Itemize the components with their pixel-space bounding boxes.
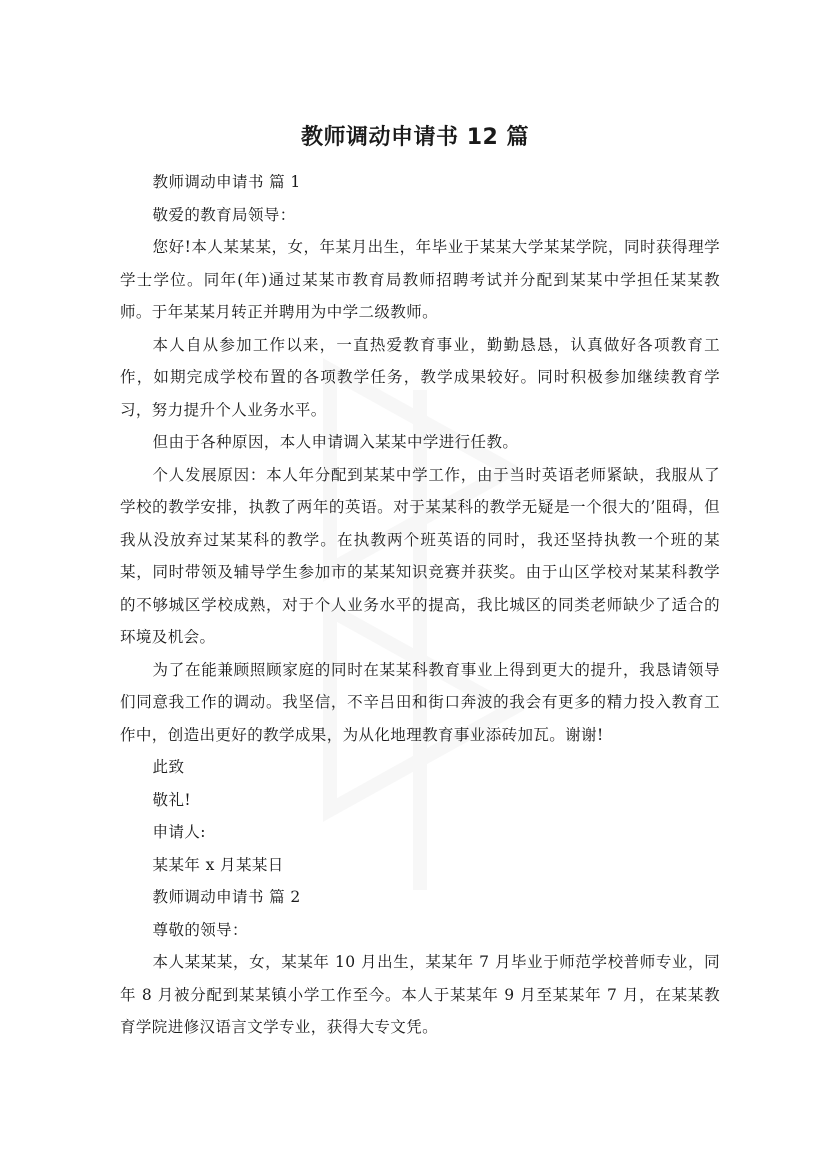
paragraph: 您好!本人某某某，女，年某月出生，年毕业于某某大学某某学院，同时获得理学学士学位。同年(年)通过某某市教育局教师招聘考试并分配到某某中学担任某某教师。于年某某月转正并聘用为中学二级教师。: [120, 238, 720, 321]
paragraph: 但由于各种原因，本人申请调入某某中学进行任教。: [152, 433, 519, 451]
paragraph: 为了在能兼顾照顾家庭的同时在某某科教育事业上得到更大的提升，我恳请领导们同意我工作的调动。我坚信，不辛吕田和街口奔波的我会有更多的精力投入教育工作中，创造出更好的教学成果，为从化地理教育事业添砖加瓦。谢谢!: [120, 660, 720, 744]
paragraph: 个人发展原因：本人年分配到某某中学工作，由于当时英语老师紧缺，我服从了学校的教学安排，执教了两年的英语。对于某某科的教学无疑是一个很大的’阻碍，但我从没放弃过某某科的教学。在执教两个班英语的同时，我还坚持执教一个班的某某，同时带领及辅导学生参加市的某某知识竞赛并获奖。由于山区学校对某某科教学的不够城区学校成熟，对于个人业务水平的提高，我比城区的同类老师缺少了适合的环境及机会。: [120, 465, 720, 646]
salutation: 敬爱的教育局领导：: [152, 205, 296, 224]
date-line: 某某年 x 月某某日: [152, 855, 284, 874]
document-title: 教师调动申请书 12 篇: [301, 125, 529, 150]
closing-line: 此致: [152, 758, 185, 776]
closing-regards: 敬礼!: [152, 790, 191, 809]
salutation: 尊敬的领导：: [152, 920, 248, 939]
document-body: [120, 166, 720, 1044]
applicant-label: 申请人:: [152, 823, 206, 841]
section-heading-1: 教师调动申请书 篇 1: [152, 173, 301, 191]
paragraph: 本人某某某，女，某某年 10 月出生，某某年 7 月毕业于师范学校普师专业，同年 8 月被分配到某某镇小学工作至今。本人于某某年 9 月至某某年 7 月，在某某教育学院进修汉语言文学专业，获得大专文凭。: [120, 953, 720, 1036]
paragraph: 本人自从参加工作以来，一直热爱教育事业，勤勤恳恳，认真做好各项教育工作，如期完成学校布置的各项教学任务，教学成果较好。同时积极参加继续教育学习，努力提升个人业务水平。: [120, 335, 720, 419]
section-heading-2: 教师调动申请书 篇 2: [152, 888, 301, 906]
